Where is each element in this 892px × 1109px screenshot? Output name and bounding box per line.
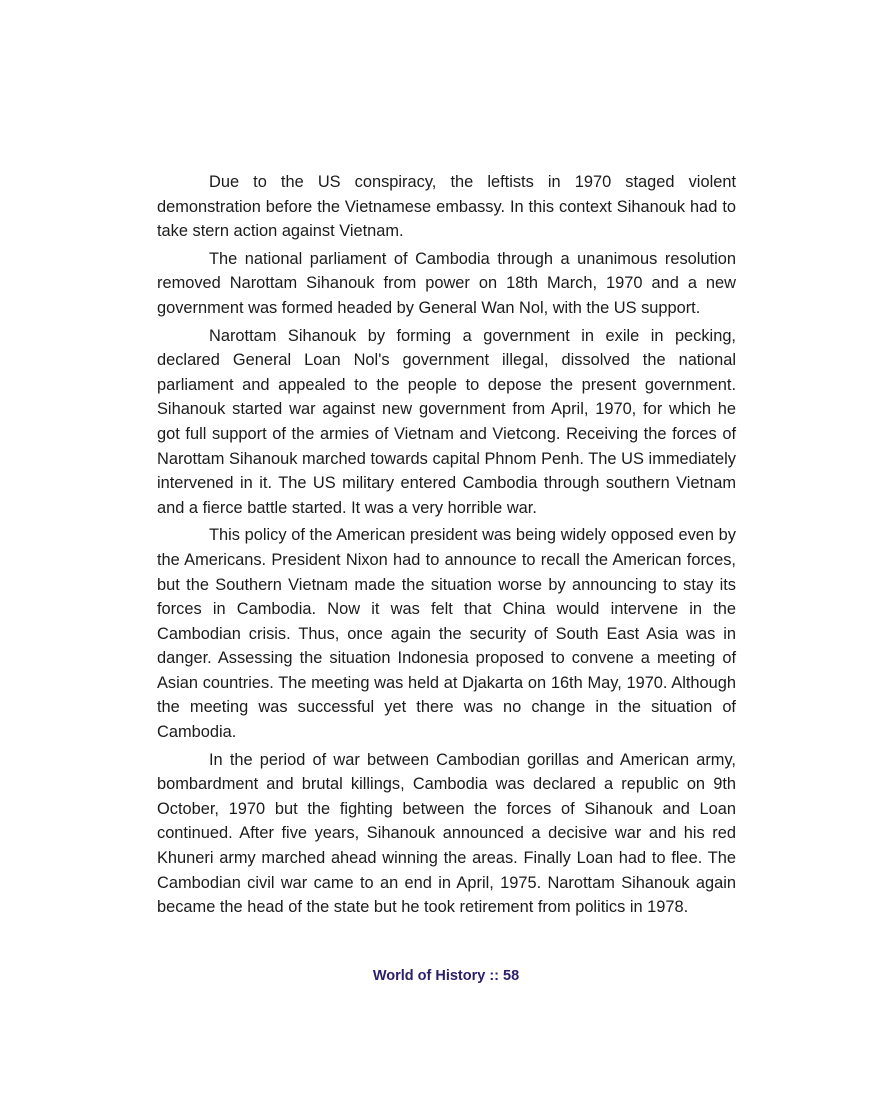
body-text <box>157 170 736 923</box>
page-footer: World of History :: 58 <box>372 968 520 984</box>
paragraph-1: Due to the US conspiracy, the leftists in 1970 staged violent demonstration before the Vietnamese embassy. In this context Sihanouk had to take stern action against Vietnam. <box>157 173 736 241</box>
paragraph-3: Narottam Sihanouk by forming a government in exile in pecking, declared General Loan Nol's government illegal, dissolved the national parliament and appealed to the people to depose the present government. Sihanouk started war against new government from April, 1970, for which he got full support of the armies of Vietnam and Vietcong. Receiving the forces of Narottam Sihanouk marched towards capital Phnom Penh. The US immediately intervened in it. The US military entered Cambodia through southern Vietnam and a fierce battle started. It was a very horrible war. <box>157 326 736 517</box>
paragraph-5: In the period of war between Cambodian gorillas and American army, bombardment and brutal killings, Cambodia was declared a republic on 9th October, 1970 but the fighting between the forces of Sihanouk and Loan continued. After five years, Sihanouk announced a decisive war and his red Khuneri army marched ahead winning the areas. Finally Loan had to flee. The Cambodian civil war came to an end in April, 1975. Narottam Sihanouk again became the head of the state but he took retirement from politics in 1978. <box>157 750 736 917</box>
paragraph-4: This policy of the American president was being widely opposed even by the Americans. President Nixon had to announce to recall the American forces, but the Southern Vietnam made the situation worse by announcing to stay its forces in Cambodia. Now it was felt that China would intervene in the Cambodian crisis. Thus, once again the security of South East Asia was in danger. Assessing the situation Indonesia proposed to convene a meeting of Asian countries. The meeting was held at Djakarta on 16th May, 1970. Although the meeting was successful yet there was no change in the situation of Cambodia. <box>157 526 736 742</box>
paragraph-2: The national parliament of Cambodia through a unanimous resolution removed Narottam Sihanouk from power on 18th March, 1970 and a new government was formed headed by General Wan Nol, with the US support. <box>157 249 736 317</box>
